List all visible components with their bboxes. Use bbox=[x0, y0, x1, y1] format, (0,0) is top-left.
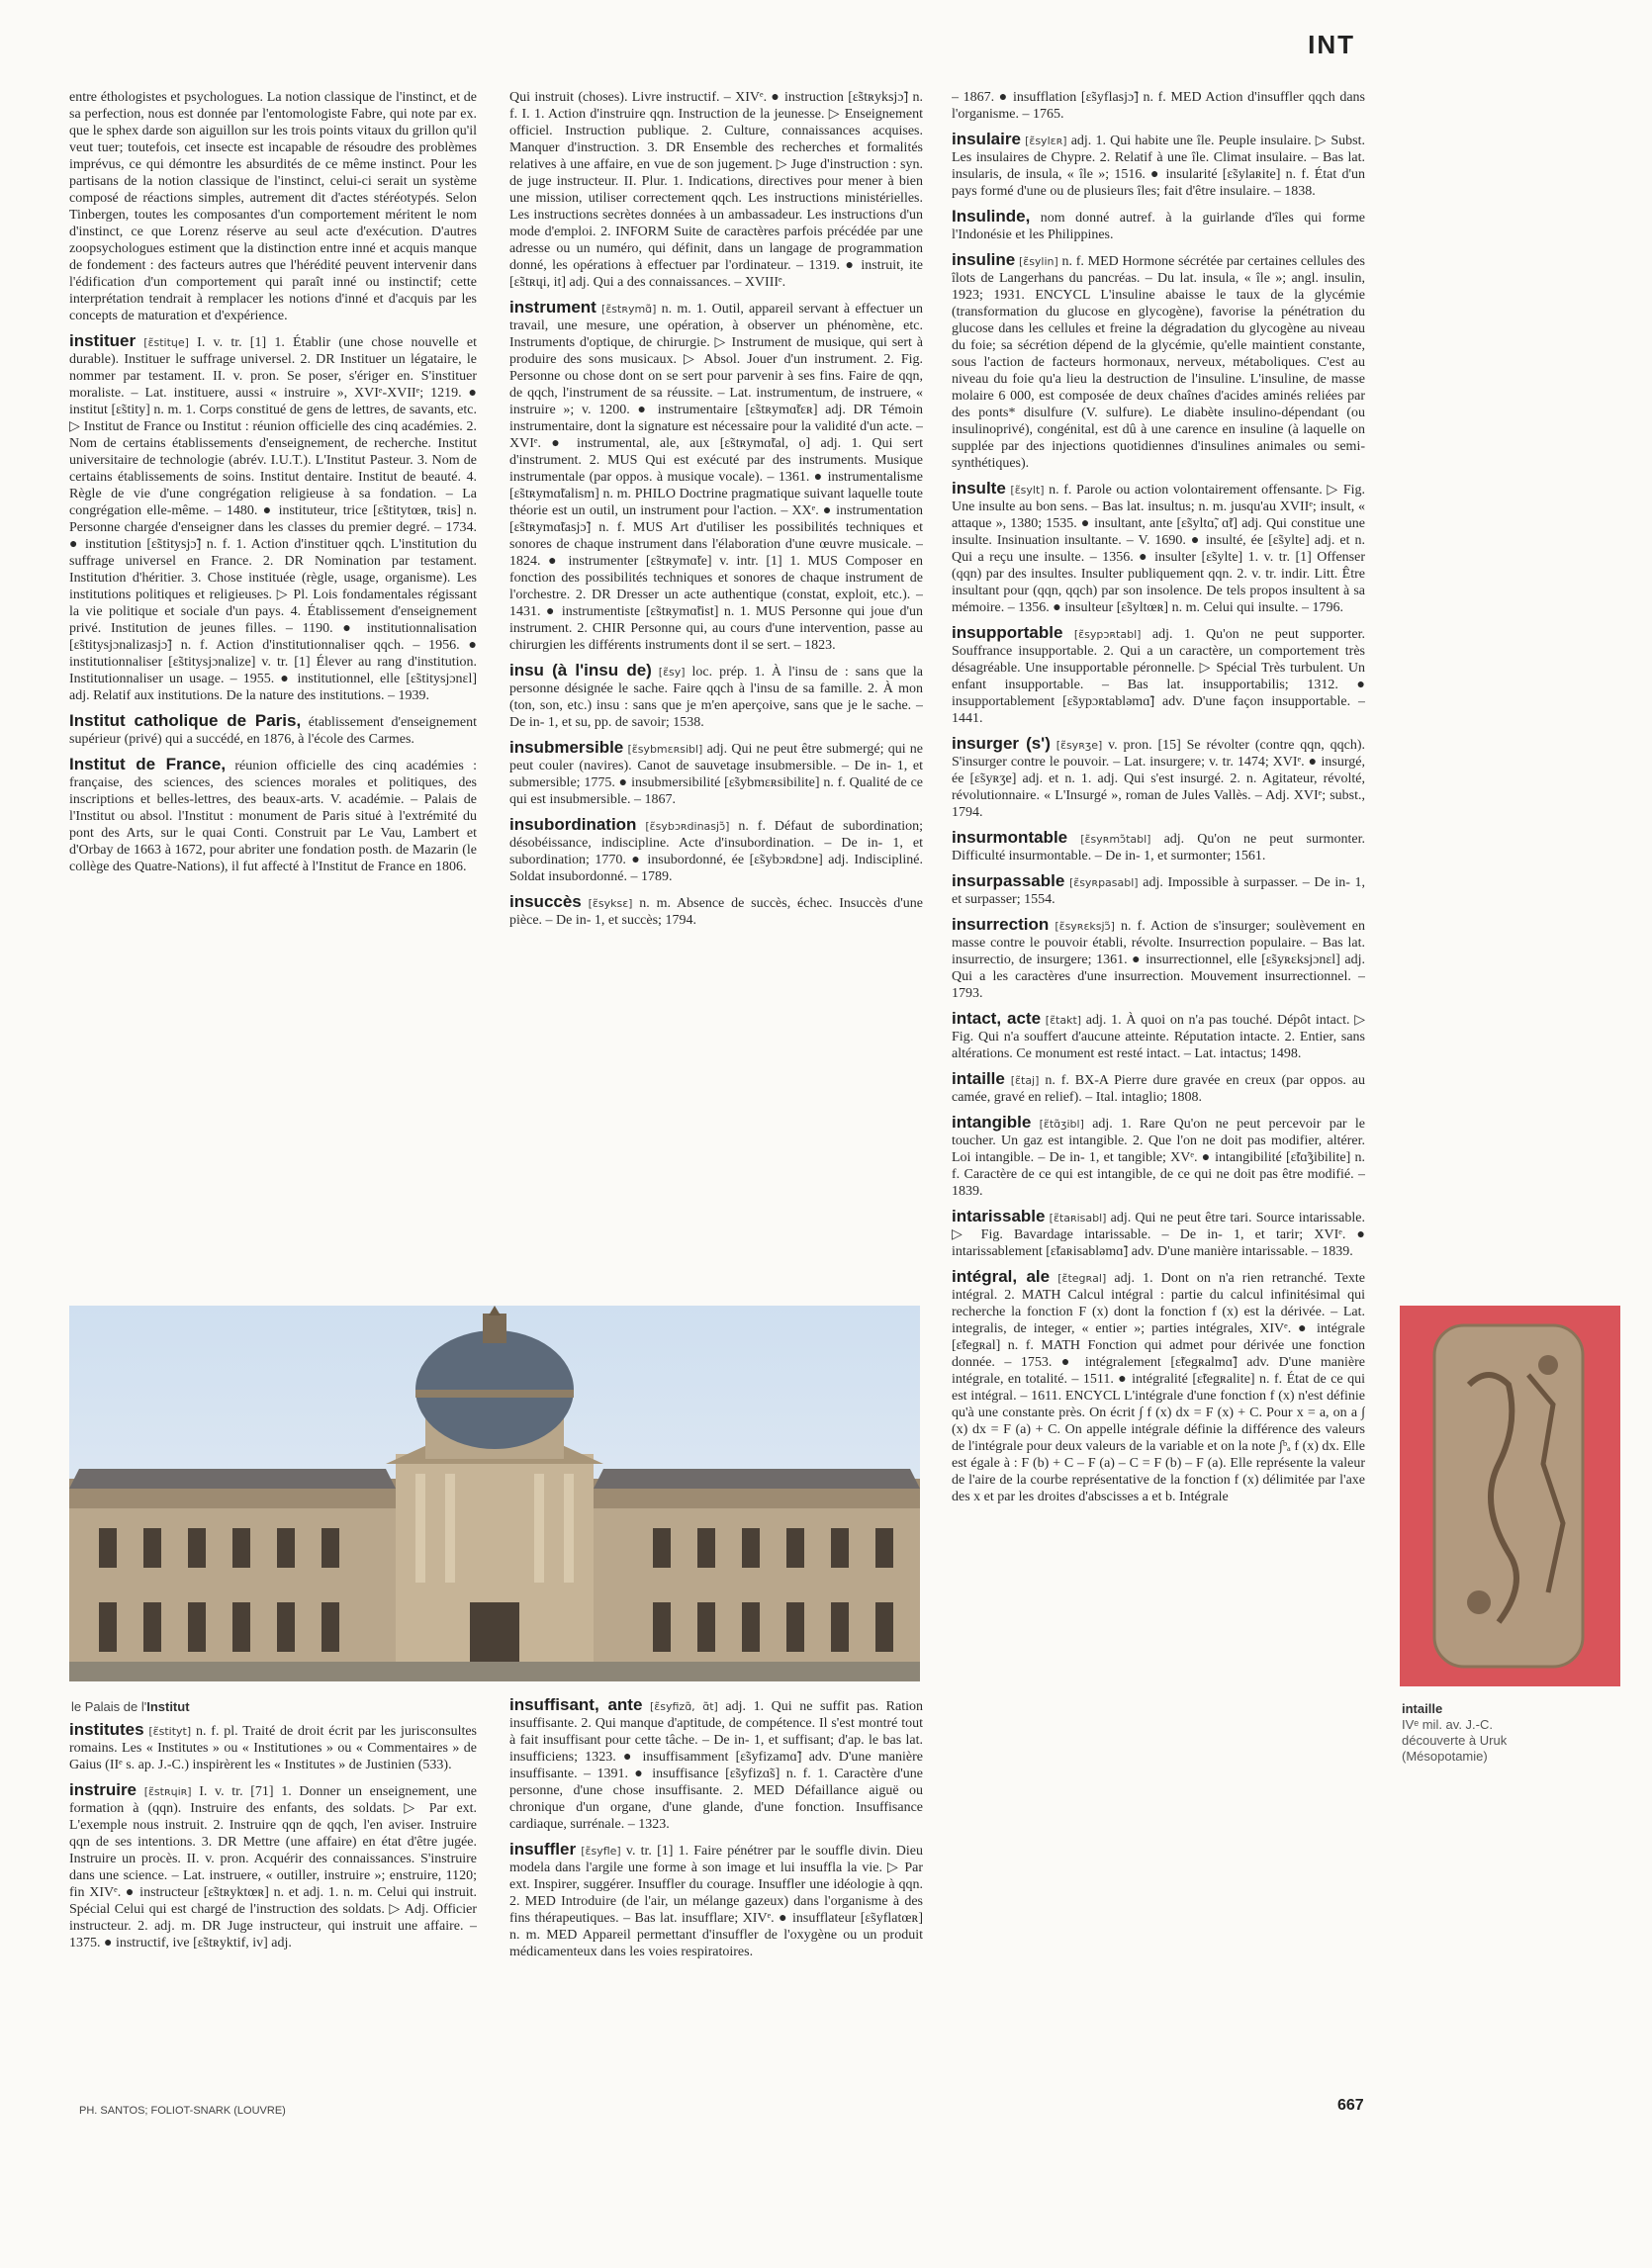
entry-phonetic: [ɛ̃sybmɛʀsibl] bbox=[627, 743, 703, 756]
entry-phonetic: [ɛ̃stitɥe] bbox=[143, 336, 189, 349]
entry-definition: n. f. Défaut de subordination; désobéissance, indiscipline. Acte d'insubordination. – De in- 1, et subordination; 1770. ● insubordonné, ée [ɛ̃sybɔʀdɔne] adj. Indiscipliné. Soldat insubordonné. – 1789. bbox=[509, 819, 923, 884]
entry-headword: intaille bbox=[952, 1069, 1005, 1088]
column-1-lower bbox=[69, 1721, 477, 2097]
entry-definition: adj. Impossible à surpasser. – De in- 1, et surpasser; 1554. bbox=[952, 875, 1365, 907]
entry-phonetic: [ɛ̃sybɔʀdinasjɔ̃] bbox=[645, 820, 730, 833]
entry-headword: insu (à l'insu de) bbox=[509, 661, 652, 680]
entry-phonetic: [ɛ̃syfle] bbox=[581, 1845, 621, 1858]
column-2-lower bbox=[509, 1696, 923, 2092]
entry-headword: intact, acte bbox=[952, 1009, 1042, 1028]
dictionary-entry bbox=[69, 332, 477, 704]
entry-headword: insuline bbox=[952, 250, 1016, 269]
entry-phonetic: [ɛ̃takt] bbox=[1045, 1014, 1082, 1027]
entry-headword: instituer bbox=[69, 331, 137, 350]
entry-definition: n. f. MED Hormone sécrétée par certaines cellules des îlots de Langerhans du pancréas. – Du lat. insula, « île »; angl. insulin, 1923; 1931. ENCYCL L'insuline abaisse le taux de la glycémie (transformation du glucose en glycogène), favorise la pénétration du glucose dans les cellules et freine la dégradation du glycogène au niveau du foie; sa sécrétion dépend de la glycémie, qu'elle maintient constante, sous l'action de facteurs hormonaux, nerveux, métaboliques. C'est au niveau du foie qu'a lieu la destruction de l'insuline. L'insuline, de masse molaire 6 000, est composée de deux chaînes d'acides aminés reliées par des ponts* disulfure (V. sulfure). Le diabète insulino-dépendant (ou insulinoprivé), congénital, est dû à une carence en insuline (à laquelle on supplée par des injections quotidiennes d'insulines animales ou semi-synthétiques). bbox=[952, 254, 1365, 471]
entry-paragraph bbox=[509, 816, 923, 885]
entry-headword: Insulinde, bbox=[952, 207, 1031, 226]
entry-paragraph bbox=[952, 1010, 1365, 1062]
entry-headword: intégral, ale bbox=[952, 1267, 1051, 1286]
entry-paragraph bbox=[952, 916, 1365, 1002]
column-2 bbox=[509, 89, 923, 1296]
intaille-caption-title: intaille bbox=[1402, 1701, 1443, 1716]
entry-paragraph bbox=[509, 1696, 923, 1833]
dictionary-entry bbox=[952, 131, 1365, 200]
dictionary-entry bbox=[69, 1721, 477, 1773]
entry-phonetic: [ɛ̃sylin] bbox=[1018, 255, 1058, 268]
entry-paragraph bbox=[952, 1208, 1365, 1260]
entry-phonetic: [ɛ̃taj] bbox=[1010, 1074, 1040, 1087]
dictionary-entry bbox=[69, 1781, 477, 1951]
entry-phonetic: [ɛ̃syksɛ] bbox=[588, 897, 633, 910]
dictionary-entry bbox=[952, 208, 1365, 243]
entry-headword: Institut de France, bbox=[69, 755, 227, 773]
dictionary-entry bbox=[69, 712, 477, 748]
dictionary-entry bbox=[952, 916, 1365, 1002]
intaille-caption-line: (Mésopotamie) bbox=[1402, 1749, 1488, 1764]
entry-headword: insulte bbox=[952, 479, 1006, 498]
dictionary-entry bbox=[952, 829, 1365, 864]
photo-credit: PH. SANTOS; FOLIOT-SNARK (LOUVRE) bbox=[79, 2105, 286, 2117]
entry-phonetic: [ɛ̃stityt] bbox=[148, 1725, 192, 1738]
entry-headword: institutes bbox=[69, 1721, 144, 1739]
entry-headword: insurrection bbox=[952, 915, 1050, 934]
entry-phonetic: [ɛ̃stʀɥiʀ] bbox=[143, 1785, 192, 1798]
entry-definition: adj. 1. À quoi on n'a pas touché. Dépôt intact. ▷ Fig. Qui n'a souffert d'aucune atteinte. Réputation intacte. 2. Entier, sans altérations. Ce monument est resté intact. – Lat. intactus; 1498. bbox=[952, 1013, 1365, 1061]
entry-paragraph bbox=[952, 208, 1365, 243]
entry-phonetic: [ɛ̃syʀmɔ̃tabl] bbox=[1080, 833, 1151, 846]
entry-definition: réunion officielle des cinq académies : française, des sciences, des sciences morales et politiques, des inscriptions et belles-lettres, des beaux-arts. V. académie. – Palais de l'Institut ou absol. l'Institut : monument de Paris situé à l'extrémité du pont des Arts, sur le quai Conti. Construit par Le Vau, Lambert et d'Orbay de 1663 à 1672, pour abriter une fondation posth. de Mazarin (le collège des Quatre-Nations), il fut affecté à l'Institut de France en 1806. bbox=[69, 759, 477, 874]
dictionary-entry bbox=[509, 662, 923, 731]
entry-paragraph bbox=[509, 89, 923, 291]
dictionary-entry bbox=[509, 1696, 923, 1833]
dictionary-entry bbox=[69, 756, 477, 875]
dictionary-entry bbox=[509, 739, 923, 808]
entry-paragraph bbox=[952, 624, 1365, 727]
entry-headword: Institut catholique de Paris, bbox=[69, 711, 302, 730]
entry-phonetic: [ɛ̃sypɔʀtabl] bbox=[1073, 628, 1142, 641]
intaille-caption-line: découverte à Uruk bbox=[1402, 1733, 1508, 1748]
entry-definition: I. v. tr. [1] 1. Établir (une chose nouvelle et durable). Instituer le suffrage universel. 2. DR Instituer un légataire, le nommer par testament. II. v. pron. Se poser, s'ériger en. S'instituer moraliste. – Lat. instituere, aussi « instruire », XVIᵉ-XVIIᵉ; 1219. ● institut [ɛ̃stity] n. m. 1. Corps constitué de gens de lettres, de savants, etc. ▷ Institut de France ou Institut : réunion officielle des cinq académies. 2. Nom de certains établissements d'enseignement, de recherche. Institut universitaire de technologie (abrév. I.U.T.). L'Institut Pasteur. 3. Nom de certains établissements de soins. Institut dentaire. Institut de beauté. 4. Règle de vie d'une congrégation religieuse à sa fondation. – La congrégation elle-même. – 1480. ● instituteur, trice [ɛ̃stitytœʀ, tʀis] n. Personne chargée d'enseigner dans les classes du premier degré. – 1734. ● institution [ɛ̃stitysjɔ̃] n. f. 1. Action d'instituer qqch. L'institution du suffrage universel en France. 2. DR Nomination par testament. Institution d'héritier. 3. Chose instituée (règle, usage, organisme). Les institutions politiques et religieuses. ▷ Pl. Lois fondamentales régissant la vie politique et sociale d'un pays. 4. Établissement d'enseignement privé. Institution de jeunes filles. – 1190. ● institutionnalisation [ɛ̃stitysjɔnalizasjɔ̃] n. f. Action d'institutionnaliser qqch. – 1956. ● institutionnaliser [ɛ̃stitysjɔnalize] v. tr. [1] Élever au rang d'institution. Institutionnaliser un usage. – 1955. ● institutionnel, elle [ɛ̃stitysjɔnɛl] adj. Relatif aux institutions. De la nature des institutions. – 1939. bbox=[69, 335, 477, 703]
entry-headword: insurpassable bbox=[952, 871, 1065, 890]
entry-definition: adj. Qui ne peut être tari. Source intarissable. ▷ Fig. Bavardage intarissable. – De in- 1, et tarir; XVIᵉ. ● intarissablement [ɛ̃taʀisabləmɑ̃] adv. D'une manière intarissable. – 1839. bbox=[952, 1211, 1365, 1259]
entry-paragraph bbox=[69, 1781, 477, 1951]
dictionary-entry bbox=[952, 1010, 1365, 1062]
entry-definition: nom donné autref. à la guirlande d'îles qui forme l'Indonésie et les Philippines. bbox=[952, 211, 1365, 242]
entry-paragraph bbox=[952, 89, 1365, 123]
entry-phonetic: [ɛ̃syʀɛksjɔ̃] bbox=[1055, 920, 1115, 933]
entry-paragraph bbox=[952, 735, 1365, 821]
dictionary-entry bbox=[952, 872, 1365, 908]
entry-definition: n. f. pl. Traité de droit écrit par les jurisconsultes romains. Les « Institutes » ou « Institutiones » ou « Commentaires » de Gaius (IIᵉ s. ap. J.-C.) inspirèrent les « Institutes » de Justinien (533). bbox=[69, 1724, 477, 1772]
entry-paragraph bbox=[509, 299, 923, 654]
entry-definition: Qui instruit (choses). Livre instructif. – XIVᵉ. ● instruction [ɛ̃stʀyksjɔ̃] n. f. I. 1. Action d'instruire qqn. Instruction de la jeunesse. ▷ Enseignement officiel. Instruction publique. 2. Culture, connaissances acquises. Manquer d'instruction. 3. DR Ensemble des recherches et formalités relatives à une affaire, en vue de son jugement. ▷ Juge d'instruction : syn. de juge instructeur. II. Plur. 1. Indications, directives pour mener à bien une mission, utiliser correctement qqch. Les instructions ministérielles. Les instructions secrètes données à un ambassadeur. Les instructions d'un mode d'emploi. 2. INFORM Suite de caractères parfois précédée par une adresse ou un numéro, qui définit, dans un langage de programmation donné, les opérations à effectuer par l'ordinateur. – 1319. ● instruit, ite [ɛ̃stʀɥi, it] adj. Qui a des connaissances. – XVIIIᵉ. bbox=[509, 90, 923, 290]
institut-palace-illustration bbox=[69, 1306, 920, 1681]
entry-definition: adj. 1. Qui habite une île. Peuple insulaire. ▷ Subst. Les insulaires de Chypre. 2. Relatif à une île. Climat insulaire. – Bas lat. insularis, de insula, « île »; 1516. ● insularité [ɛ̃sylaʀite] n. f. État d'un pays formé d'une ou de plusieurs îles; fait d'être insulaire. – 1838. bbox=[952, 134, 1365, 199]
entry-paragraph bbox=[952, 251, 1365, 472]
dictionary-entry bbox=[509, 1841, 923, 1960]
dictionary-entry bbox=[952, 480, 1365, 616]
entry-paragraph bbox=[69, 89, 477, 324]
intaille-photo bbox=[1400, 1306, 1620, 1686]
entry-definition: adj. 1. Dont on n'a rien retranché. Texte intégral. 2. MATH Calcul intégral : partie du calcul infinitésimal qui recherche la fonction F (x) dont la fonction f (x) est la dérivée. – Lat. integralis, de integer, « entier »; parties intégrales, XIVᵉ. ● intégrale [ɛ̃tegʀal] n. f. MATH Fonction qui admet pour dérivée une fonction donnée. – 1753. ● intégralement [ɛ̃tegʀalmɑ̃] adv. D'une manière intégrale, en totalité. – 1511. ● intégralité [ɛ̃tegʀalite] n. f. État de ce qui est intégral. – 1611. ENCYCL L'intégrale d'une fonction f (x) n'est définie qu'à une constante près. On écrit ∫ f (x) dx = F (x) + C. Pour x = a, on a ∫ (x) dx = F (a) + C. On appelle intégrale définie la différence des valeurs de l'intégrale pour deux valeurs de la variable et on la note ∫ᵇₐ f (x) dx. Elle est égale à : F (b) + C – F (a) – C = F (b) – F (a). Elle représente la valeur de l'aire de la courbe représentative de la fonction f (x) délimitée par l'axe des x et par les droites d'abscisses a et b. Intégrale bbox=[952, 1271, 1365, 1504]
intaille-caption bbox=[1402, 1701, 1619, 1765]
entry-definition: I. v. tr. [71] 1. Donner un enseignement, une formation à (qqn). Instruire des enfants, des soldats. ▷ Par ext. L'exemple nous instruit. 2. Instruire qqn de qqch, l'en aviser. Instruire qqn de ses intentions. 3. DR Mettre (une affaire) en état d'être jugée. Instruire un procès. II. v. pron. Acquérir des connaissances. S'instruire dans une science. – Lat. instruere, « outiller, instruire »; enstruire, 1120; fin XIVᵉ. ● instructeur [ɛ̃stʀyktœʀ] n. et adj. 1. n. m. Celui qui instruit. Spécial Celui qui est chargé de l'instruction des soldats. ▷ Adj. Officier instructeur. 2. adj. m. DR Juge instructeur, qui instruit une affaire. – 1375. ● instructif, ive [ɛ̃stʀyktif, iv] adj. bbox=[69, 1784, 477, 1950]
entry-definition: adj. 1. Qu'on ne peut supporter. Souffrance insupportable. 2. Qui a un caractère, un comportement très désagréable. Une insupportable péronnelle. ▷ Spécial Très turbulent. Un enfant insupportable. – Bas lat. insupportabilis; 1312. ● insupportablement [ɛ̃sypɔʀtabləmɑ̃] adv. D'une façon insupportable. – 1441. bbox=[952, 627, 1365, 726]
dictionary-entry bbox=[952, 251, 1365, 472]
entry-headword: insulaire bbox=[952, 130, 1021, 148]
entry-paragraph bbox=[69, 332, 477, 704]
entry-definition: v. pron. [15] Se révolter (contre qqn, qqch). S'insurger contre le pouvoir. – Lat. insurgere; v. tr. 1474; XVIᵉ. ● insurgé, ée [ɛ̃syʀʒe] adj. et n. 1. adj. Qui s'est insurgé. 2. n. Agitateur, révolté, révolutionnaire. « L'Insurgé », roman de Jules Vallès. – Adj. XVIᵉ; subst., 1794. bbox=[952, 738, 1365, 820]
entry-definition: adj. Qui ne peut être submergé; qui ne peut couler (navires). Canot de sauvetage insubmersible. – De in- 1, et submersible; 1775. ● insubmersibilité [ɛ̃sybmɛʀsibilite] n. f. Qualité de ce qui est insubmersible. – 1867. bbox=[509, 742, 923, 807]
institut-palace-photo bbox=[69, 1306, 920, 1681]
entry-paragraph bbox=[509, 739, 923, 808]
entry-definition: adj. 1. Qui ne suffit pas. Ration insuffisante. 2. Qui manque d'aptitude, de compétence. Il s'est montré tout à fait insuffisant pour cette tâche. – De in- 1, et suffisant; d'ap. le bas lat. insufficiens; 1323. ● insuffisamment [ɛ̃syfizamɑ̃] adv. D'une manière insuffisante. – 1391. ● insuffisance [ɛ̃syfizɑ̃s] n. f. 1. Caractère d'une personne, d'une chose insuffisante. 2. MED Défaillance aiguë ou chronique d'un organe, d'une glande, d'une fonction. Insuffisance cardiaque, surrénale. – 1323. bbox=[509, 1699, 923, 1832]
entry-phonetic: [ɛ̃sy] bbox=[658, 666, 686, 679]
entry-definition: adj. 1. Rare Qu'on ne peut percevoir par le toucher. Un gaz est intangible. 2. Que l'on ne doit pas modifier, altérer. Loi intangible. – De in- 1, et tangible; XVᵉ. ● intangibilité [ɛ̃tɑ̃ʒibilite] n. f. Caractère de ce qui est intangible, de ce qui ne doit pas être modifié. – 1839. bbox=[952, 1117, 1365, 1199]
entry-definition: n. m. 1. Outil, appareil servant à effectuer un travail, une mesure, une opération, à observer un phénomène, etc. Instruments d'optique, de chirurgie. ▷ Instrument de musique, qui sert à produire des sons musicaux. ▷ Absol. Jouer d'un instrument. 2. Fig. Personne ou chose dont on se sert pour parvenir à ses fins. Faire de qqn, de qqch, l'instrument de sa réussite. – Lat. instrumentum, de instruere, « instruire »; v. 1200. ● instrumentaire [ɛ̃stʀymɑ̃tɛʀ] adj. DR Témoin instrumentaire, dont la signature est nécessaire pour la validité d'un acte. – XVIᵉ. ● instrumental, ale, aux [ɛ̃stʀymɑ̃tal, o] adj. 1. Qui sert d'instrument. 2. MUS Qui est exécuté par des instruments. Musique instrumentale (par oppos. à musique vocale). – 1361. ● instrumentalisme [ɛ̃stʀymɑ̃talism] n. m. PHILO Doctrine pragmatique suivant laquelle toute théorie est un outil, un instrument pour l'action. – XXᵉ. ● instrumentation [ɛ̃stʀymɑ̃tasjɔ̃] n. f. MUS Art d'utiliser les possibilités techniques et sonores de chaque instrument dans l'élaboration d'une œuvre musicale. – 1824. ● instrumenter [ɛ̃stʀymɑ̃te] v. intr. [1] 1. MUS Composer en fonction des possibilités techniques et sonores de chaque instrument de l'orchestre. 2. DR Dresser un acte authentique (constat, exploit, etc.). – 1431. ● instrumentiste [ɛ̃stʀymɑ̃tist] n. 1. MUS Personne qui joue d'un instrument. 2. CHIR Personne qui, au cours d'une intervention, passe au chirurgien les différents instruments dont il se sert. – 1823. bbox=[509, 302, 923, 653]
dictionary-entry bbox=[952, 735, 1365, 821]
dictionary-entry bbox=[69, 89, 477, 324]
entry-definition: n. f. Action de s'insurger; soulèvement en masse contre le pouvoir établi, révolte. Insurrection populaire. – Bas lat. insurrectio, de insurgere; 1361. ● insurrectionnel, elle [ɛ̃syʀɛksjɔnɛl] adj. Qui a les caractères d'une insurrection. Mouvement insurrectionnel. – 1793. bbox=[952, 919, 1365, 1001]
entry-paragraph bbox=[952, 480, 1365, 616]
entry-definition: établissement d'enseignement supérieur (privé) qui a succédé, en 1876, à l'école des Carmes. bbox=[69, 715, 477, 747]
entry-phonetic: [ɛ̃syʀʒe] bbox=[1055, 739, 1103, 752]
entry-paragraph bbox=[69, 756, 477, 875]
entry-headword: instrument bbox=[509, 298, 597, 317]
entry-paragraph bbox=[69, 1721, 477, 1773]
entry-paragraph bbox=[952, 131, 1365, 200]
entry-phonetic: [ɛ̃stʀymɑ̃] bbox=[601, 303, 657, 316]
entry-headword: insuffisant, ante bbox=[509, 1696, 643, 1714]
entry-headword: insuccès bbox=[509, 892, 582, 911]
dictionary-entry bbox=[952, 1268, 1365, 1505]
entry-definition: n. f. Parole ou action volontairement offensante. ▷ Fig. Une insulte au bon sens. – Bas lat. insultus; n. m. jusqu'au XVIIᵉ; insult, « attaque », 1380; 1535. ● insultant, ante [ɛ̃syltɑ̃, ɑ̃t] adj. Qui constitue une insulte. Insinuation insultante. – V. 1690. ● insulté, ée [ɛ̃sylte] adj. et n. Qui a reçu une insulte. – 1356. ● insulter [ɛ̃sylte] 1. v. tr. [1] Offenser (qqn) par des insultes. Insulter publiquement qqn. 2. v. tr. indir. Litt. Être insultant pour (qqn, qqch) par son insolence. De tels propos insultent à sa mémoire. – 1356. ● insulteur [ɛ̃syltœʀ] n. m. Celui qui insulte. – 1796. bbox=[952, 483, 1365, 615]
dictionary-entry bbox=[952, 1070, 1365, 1106]
dictionary-entry bbox=[509, 816, 923, 885]
entry-definition: entre éthologistes et psychologues. La notion classique de l'instinct, et de sa perfection, nous est donnée par l'entomologiste Fabre, qui note par ex. que le sphex darde son aiguillon sur les trois points vitaux du grillon qu'il veut tuer; toutefois, cet insecte est incapable de résoudre des problèmes imprévus, ce qui démontre les absurdités de ce même instinct. Pour les partisans de la notion classique de l'instinct, celui-ci serait un système composé de réactions simples, autrement dit d'actes stéréotypés. Selon Tinbergen, toutes les composantes d'un comportement méritent le nom d'instinct, ce que Lorenz réserve au seul acte d'exécution. D'autres zoopsychologues estiment que la distinction entre inné et acquis manque de fondement : des facteurs autres que l'hérédité peuvent intervenir dans l'édification d'un comportement qui paraît inné ou instinctif; cette interprétation tendrait à remplacer les notions d'inné et d'acquis par les concepts de maturation et d'expérience. bbox=[69, 90, 477, 323]
entry-phonetic: [ɛ̃syfizɑ̃, ɑ̃t] bbox=[650, 1700, 718, 1713]
entry-phonetic: [ɛ̃sylɛʀ] bbox=[1025, 135, 1067, 147]
dictionary-entry bbox=[952, 1208, 1365, 1260]
entry-phonetic: [ɛ̃sylt] bbox=[1010, 484, 1045, 497]
entry-definition: – 1867. ● insufflation [ɛ̃syflasjɔ̃] n. f. MED Action d'insuffler qqch dans l'organisme. – 1765. bbox=[952, 90, 1365, 122]
entry-paragraph bbox=[952, 1268, 1365, 1505]
entry-paragraph bbox=[952, 829, 1365, 864]
entry-phonetic: [ɛ̃tegʀal] bbox=[1057, 1272, 1107, 1285]
entry-headword: insupportable bbox=[952, 623, 1063, 642]
page-number: 667 bbox=[1337, 2097, 1364, 2114]
dictionary-entry bbox=[952, 624, 1365, 727]
entry-headword: instruire bbox=[69, 1780, 138, 1799]
entry-paragraph bbox=[69, 712, 477, 748]
column-3 bbox=[952, 89, 1365, 2077]
dictionary-entry bbox=[509, 893, 923, 929]
entry-definition: n. f. BX-A Pierre dure gravée en creux (par oppos. au camée, gravé en relief). – Ital. intaglio; 1808. bbox=[952, 1073, 1365, 1105]
entry-paragraph bbox=[952, 1070, 1365, 1106]
page-header-letters: INT bbox=[1308, 30, 1355, 59]
intaille-caption-line: IVᵉ mil. av. J.-C. bbox=[1402, 1717, 1493, 1732]
entry-headword: intarissable bbox=[952, 1207, 1046, 1225]
entry-paragraph bbox=[509, 662, 923, 731]
entry-definition: loc. prép. 1. À l'insu de : sans que la personne désignée le sache. Faire qqch à l'insu de sa famille. 2. À mon (ton, son, etc.) insu : sans que je m'en aperçoive, sans que je le sache. – De in- 1, et su, pp. de savoir; 1538. bbox=[509, 665, 923, 730]
entry-headword: insubmersible bbox=[509, 738, 624, 757]
entry-headword: insuffler bbox=[509, 1840, 577, 1859]
entry-headword: insurmontable bbox=[952, 828, 1068, 847]
photo-caption: le Palais de l'Institut bbox=[71, 1699, 190, 1714]
entry-phonetic: [ɛ̃tɑ̃ʒibl] bbox=[1039, 1118, 1084, 1131]
entry-paragraph bbox=[509, 1841, 923, 1960]
entry-paragraph bbox=[952, 872, 1365, 908]
entry-definition: adj. Qu'on ne peut surmonter. Difficulté insurmontable. – De in- 1, et surmonter; 1561. bbox=[952, 832, 1365, 863]
entry-headword: insurger (s') bbox=[952, 734, 1051, 753]
entry-phonetic: [ɛ̃taʀisabl] bbox=[1049, 1212, 1107, 1225]
entry-paragraph bbox=[509, 893, 923, 929]
entry-headword: insubordination bbox=[509, 815, 637, 834]
column-1 bbox=[69, 89, 477, 1296]
entry-phonetic: [ɛ̃syʀpasabl] bbox=[1068, 876, 1139, 889]
dictionary-entry bbox=[509, 89, 923, 291]
entry-headword: intangible bbox=[952, 1113, 1032, 1132]
intaille-cylinder-seal-illustration bbox=[1400, 1306, 1620, 1686]
dictionary-entry bbox=[952, 89, 1365, 123]
entry-definition: n. m. Absence de succès, échec. Insuccès d'une pièce. – De in- 1, et succès; 1794. bbox=[509, 896, 923, 928]
dictionary-entry bbox=[509, 299, 923, 654]
dictionary-entry bbox=[952, 1114, 1365, 1200]
entry-paragraph bbox=[952, 1114, 1365, 1200]
entry-definition: v. tr. [1] 1. Faire pénétrer par le souffle divin. Dieu modela dans l'argile une forme à son image et lui insuffla la vie. ▷ Par ext. Inspirer, suggérer. Insuffler du courage. Insuffler une idéologie à qqn. 2. MED Introduire (de l'air, un mélange gazeux) dans l'organisme à des fins thérapeutiques. – Bas lat. insufflare; XIVᵉ. ● insufflateur [ɛ̃syflatœʀ] n. m. MED Appareil permettant d'insuffler de l'oxygène ou un produit médicamenteux dans les voies respiratoires. bbox=[509, 1844, 923, 1959]
